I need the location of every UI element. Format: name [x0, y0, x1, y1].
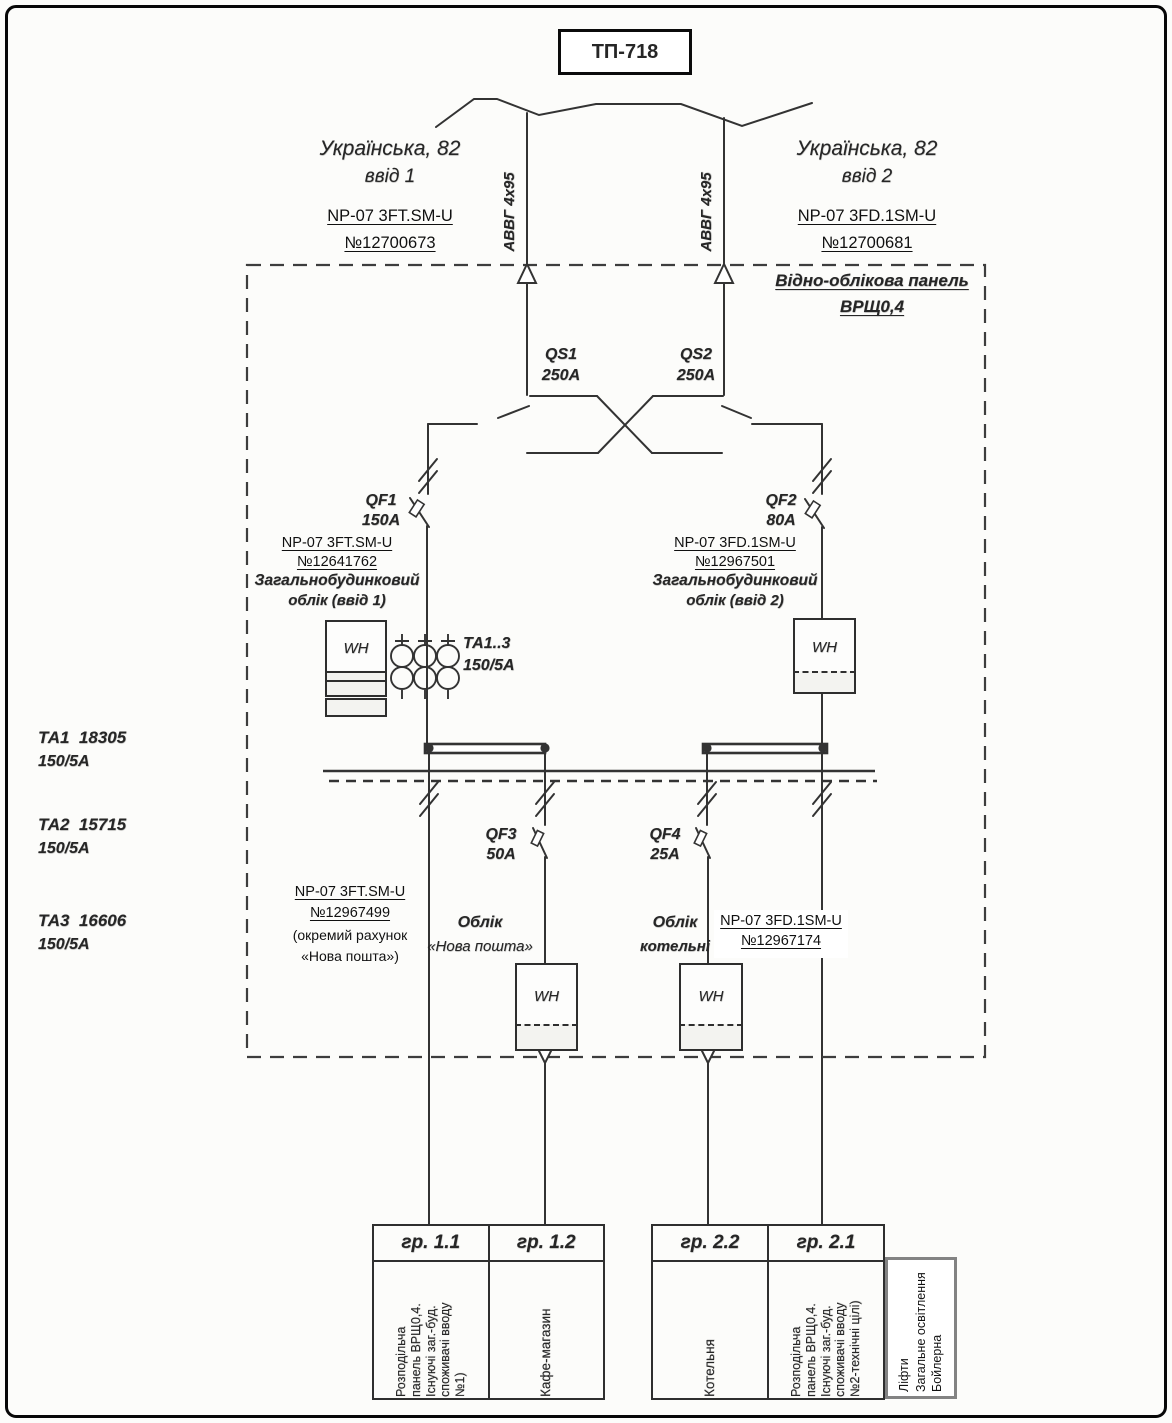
- ct2-note: ТА2 15715 150/5А: [38, 815, 127, 857]
- panel-title: Відно-облікова панель: [775, 271, 969, 290]
- meter2-desc: Загальнобудинковий: [652, 572, 818, 589]
- loads-legend-box: Ліфти Загальне освітлення Бойлерна: [885, 1257, 957, 1399]
- boiler-model: NP-07 3FD.1SM-U: [720, 913, 842, 929]
- boiler-no: №12967174: [740, 933, 822, 949]
- supply-zigzag-line: [436, 99, 812, 127]
- novaposhta-no: №12967499: [309, 905, 391, 921]
- group-table-right: [651, 1224, 885, 1400]
- meter1-terminal-row2: [325, 680, 387, 697]
- novaposhta-wh-box: WH: [515, 963, 578, 1030]
- meter1-desc: Загальнобудинковий: [254, 572, 420, 589]
- qf4-label: QF4 25A: [649, 826, 681, 863]
- novaposhta-note2: «Нова пошта»): [301, 948, 399, 964]
- meter1-model: NP-07 3FT.SM-U: [281, 535, 393, 551]
- qf1-label: QF1 150A: [361, 492, 401, 529]
- group-header: гр. 1.2: [490, 1226, 604, 1262]
- group-header: гр. 2.2: [653, 1226, 767, 1262]
- novaposhta-model: NP-07 3FT.SM-U: [294, 884, 406, 900]
- boiler-oblik2: котельні: [640, 938, 710, 955]
- qf3-contact: [531, 830, 543, 846]
- qs1-switch-blade: [498, 406, 529, 418]
- group-body: Розподільча панель ВРЩ0,4. Існуючі заг.-буд. споживачі вводу №1): [393, 1302, 467, 1397]
- group-body: Котельня: [701, 1339, 717, 1397]
- meter1-no: №12641762: [296, 554, 378, 570]
- qf3-label: QF3 50A: [485, 826, 517, 863]
- group-table-left: [372, 1224, 605, 1400]
- boiler-meter-tag: [714, 910, 848, 958]
- qs1-label: QS1 250A: [541, 346, 581, 384]
- feeder-left-meter-no: №12700673: [344, 234, 436, 252]
- feeder-right-cable: АВВГ 4x95: [698, 172, 715, 252]
- crossover-tie: [527, 396, 723, 453]
- qs2-switch-blade: [722, 406, 751, 418]
- current-transformer-icon: [391, 634, 459, 699]
- group-body: Кафе-магазин: [537, 1308, 553, 1397]
- feeder-left-entry: ввід 1: [364, 166, 416, 187]
- meter2-model: NP-07 3FD.1SM-U: [674, 535, 796, 551]
- ct-bank-label: ТА1..3 150/5А: [463, 635, 515, 674]
- novaposhta-oblik1: Облік: [457, 914, 503, 931]
- boiler-terminal-row: [679, 1024, 743, 1051]
- qf2-label: QF2 80A: [765, 492, 797, 529]
- feeder-right-meter-no: №12700681: [821, 234, 913, 252]
- panel-name: ВРЩ0,4: [839, 297, 905, 316]
- boiler-oblik1: Облік: [652, 914, 698, 931]
- ct1-note: ТА1 18305 150/5А: [38, 728, 127, 770]
- qs2-label: QS2 250A: [676, 346, 716, 384]
- group-body: Розподільча панель ВРЩ0,4. Існуючі заг.-буд. споживачі вводу №2-технічні цілі): [789, 1300, 863, 1397]
- meter1-wh-box: WH: [325, 620, 387, 677]
- meter2-desc2: облік (ввід 2): [686, 592, 784, 609]
- feeder-right-meter-model: NP-07 3FD.1SM-U: [797, 207, 937, 225]
- group-1-1: [374, 1226, 488, 1398]
- ct3-note: ТА3 16606 150/5А: [38, 911, 127, 953]
- feeder-left-address: Українська, 82: [319, 137, 461, 160]
- group-header: гр. 1.1: [374, 1226, 488, 1262]
- feeder-left-meter-model: NP-07 3FT.SM-U: [327, 207, 453, 225]
- bus-bars: [424, 743, 827, 753]
- group-header: гр. 2.1: [769, 1226, 883, 1262]
- meter2-wh-box: WH: [793, 618, 856, 677]
- feeder-right-entry: ввід 2: [841, 166, 893, 187]
- feeder-left-cable: АВВГ 4x95: [501, 172, 518, 252]
- feeder-right-address: Українська, 82: [796, 137, 938, 160]
- novaposhta-oblik2: «Нова пошта»: [427, 938, 533, 955]
- boiler-wh-box: WH: [679, 963, 743, 1030]
- novaposhta-note1: (окремий рахунок: [292, 927, 408, 943]
- novaposhta-terminal-row: [515, 1024, 578, 1051]
- group-2-2: [653, 1226, 767, 1398]
- group-1-2: [488, 1226, 604, 1398]
- meter2-terminal-row: [793, 671, 856, 694]
- meter2-no: №12967501: [694, 554, 776, 570]
- substation-label: ТП-718: [591, 40, 659, 63]
- substation-label-box: [558, 29, 692, 75]
- meter1-test-block: [325, 698, 387, 717]
- meter1-desc2: облік (ввід 1): [288, 592, 386, 609]
- group-2-1: [767, 1226, 883, 1398]
